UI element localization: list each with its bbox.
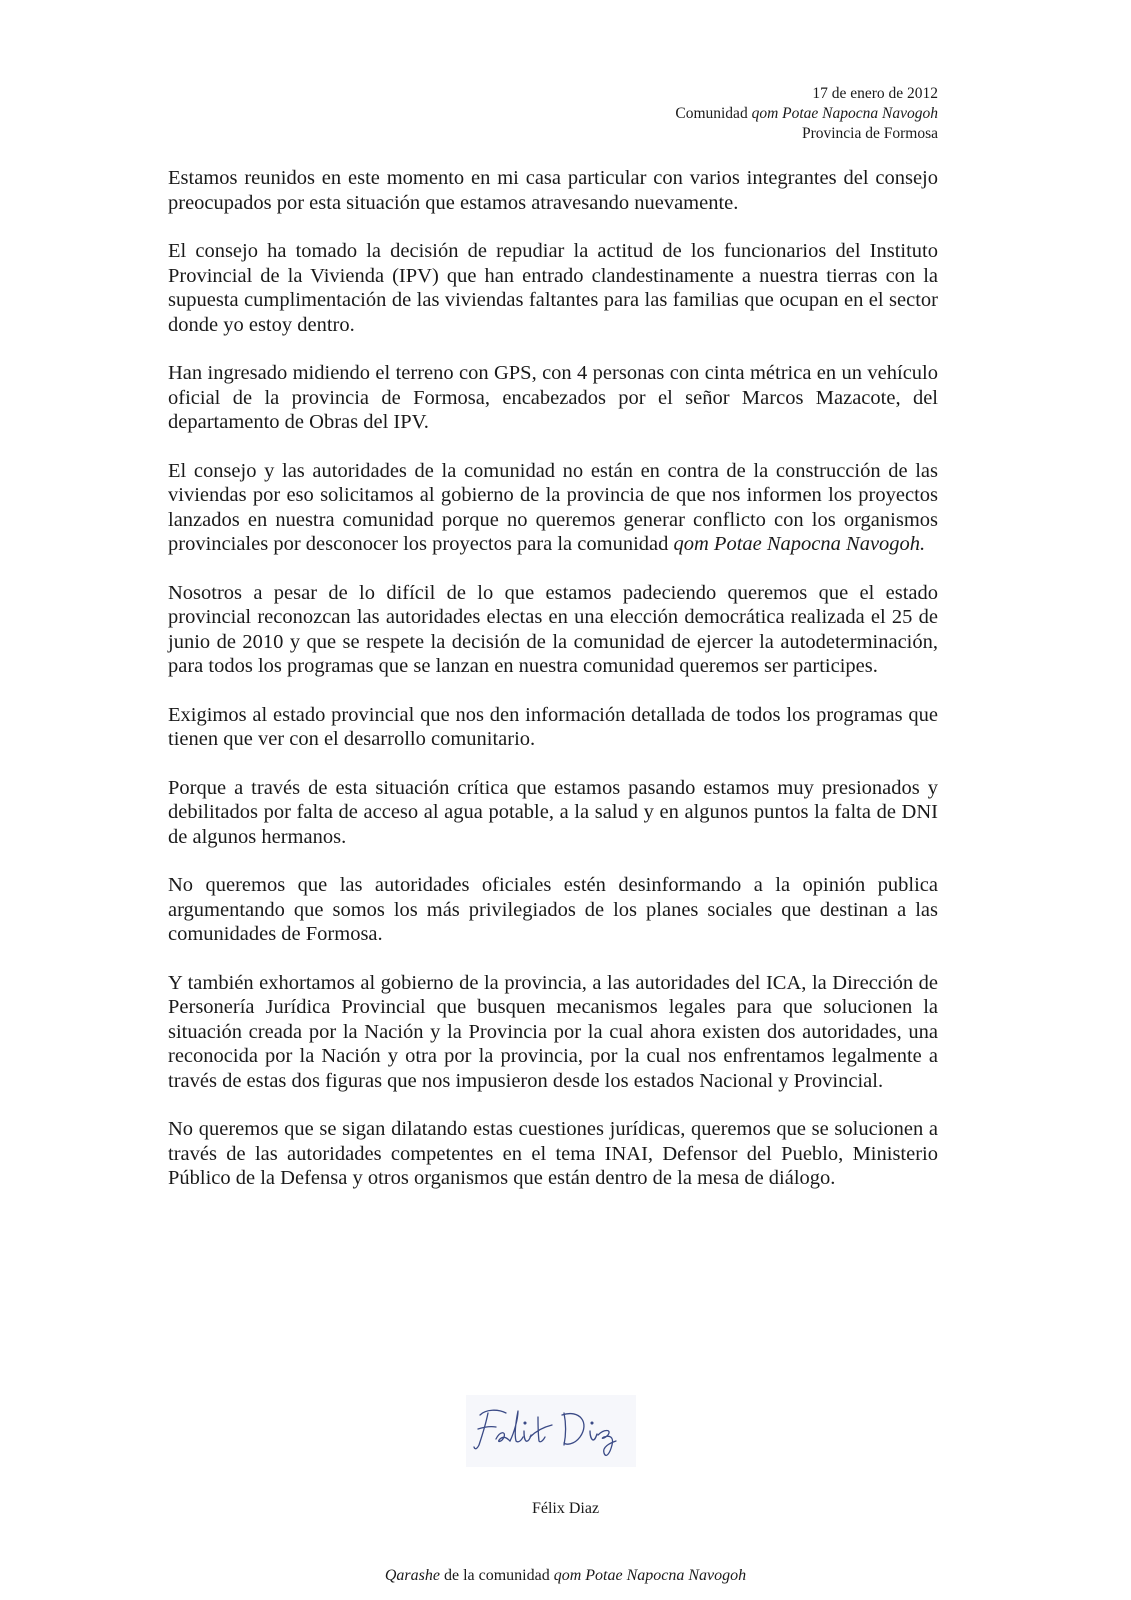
paragraph-9: Y también exhortamos al gobierno de la provincia, a las autoridades del ICA, la Dirección de Personería Jurídica Provincial que busquen mecanismos legales para que solucionen la situación creada por la Nación y la Provincia por la cual ahora existen dos autoridades, una reconocida por la Nación y otra por la provincia, por la cual nos enfrentamos legalmente a través de estas dos figuras que nos impusieron desde los estados Nacional y Provincial. <box>168 971 938 1092</box>
signer-role: Qarashe de la comunidad qom Potae Napocna Navogoh <box>384 1567 747 1584</box>
paragraph-7: Porque a través de esta situación crítica que estamos pasando estamos muy presionados y debilitados por falta de acceso al agua potable, a la salud y en algunos puntos la falta de DNI de algunos hermanos. <box>168 776 938 848</box>
signer-name: Félix Diaz <box>531 1500 600 1517</box>
handwritten-signature <box>466 1395 636 1467</box>
paragraph-5: Nosotros a pesar de lo difícil de lo que estamos padeciendo queremos que el estado provincial reconozcan las autoridades electas en una elección democrática realizada el 25 de junio de 2010 y que se respete la decisión de la comunidad de ejercer la autodeterminación, para todos los programas que se lanzan en nuestra comunidad queremos ser participes. <box>168 581 938 677</box>
letter-body <box>168 166 938 1215</box>
paragraph-1: Estamos reunidos en este momento en mi casa particular con varios integrantes del consejo preocupados por esta situación que estamos atravesando nuevamente. <box>168 167 938 214</box>
paragraph-8: No queremos que las autoridades oficiales estén desinformando a la opinión publica argumentando que somos los más privilegiados de los planes sociales que destinan a las comunidades de Formosa. <box>168 874 938 945</box>
letter-community: Comunidad qom Potae Napocna Navogoh <box>675 105 938 122</box>
paragraph-6: Exigimos al estado provincial que nos den información detallada de todos los programas que tienen que ver con el desarrollo comunitario. <box>168 703 938 750</box>
paragraph-10: No queremos que se sigan dilatando estas cuestiones jurídicas, queremos que se solucionen a través de las autoridades competentes en el tema INAI, Defensor del Pueblo, Ministerio Público de la Defensa y otros organismos que están dentro de la mesa de diálogo. <box>168 1118 938 1189</box>
letter-header <box>675 84 938 144</box>
letter-date: 17 de enero de 2012 <box>812 85 938 102</box>
paragraph-3: Han ingresado midiendo el terreno con GPS, con 4 personas con cinta métrica en un vehículo oficial de la provincia de Formosa, encabezados por el señor Marcos Mazacote, del departamento de Obras del IPV. <box>168 362 938 433</box>
signature-scribble <box>466 1395 636 1467</box>
paragraph-4: El consejo y las autoridades de la comunidad no están en contra de la construcción de las viviendas por eso solicitamos al gobierno de la provincia de que nos informen los proyectos lanzados en nuestra comunidad porque no queremos generar conflicto con los organismos provinciales por desconocer los proyectos para la comunidad qom Potae Napocna Navogoh. <box>168 459 938 555</box>
paragraph-2: El consejo ha tomado la decisión de repudiar la actitud de los funcionarios del Instituto Provincial de la Vivienda (IPV) que han entrado clandestinamente a nuestra tierras con la supuesta cumplimentación de las viviendas faltantes para las familias que ocupan en el sector donde yo estoy dentro. <box>168 240 938 336</box>
letter-province: Provincia de Formosa <box>801 125 938 142</box>
